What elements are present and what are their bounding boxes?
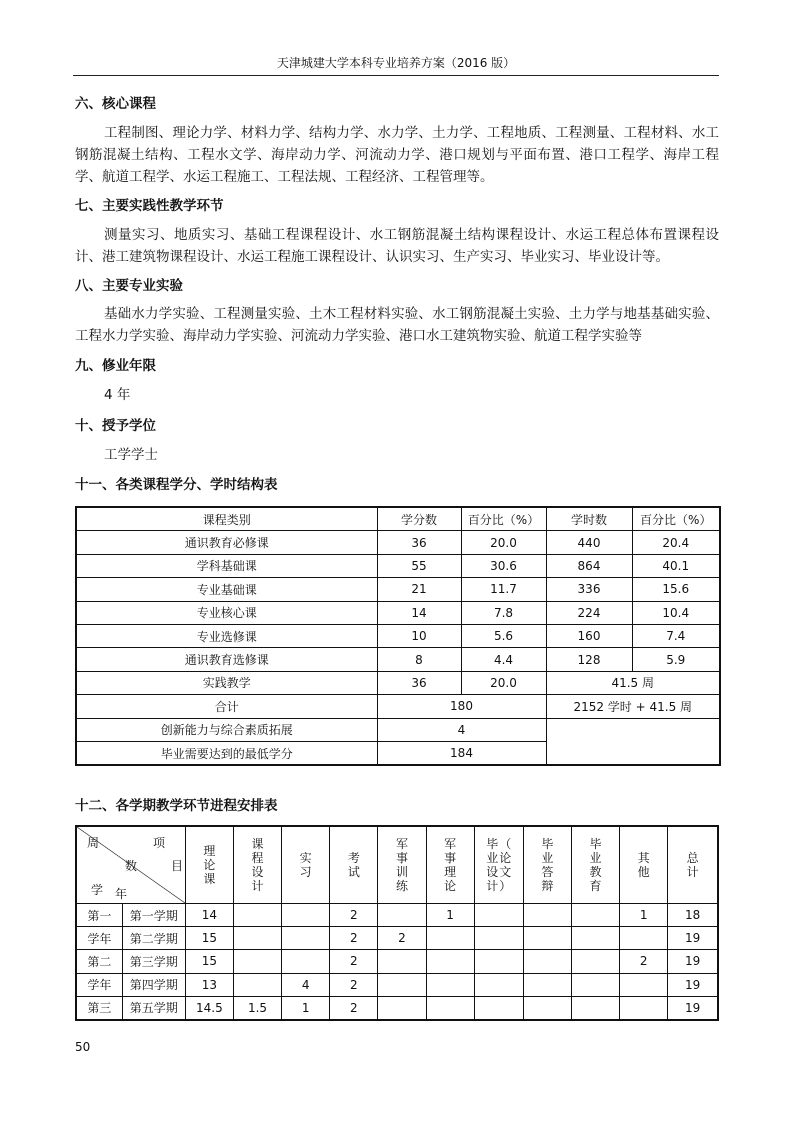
table-row-innovation xyxy=(76,718,720,741)
header-title: 天津城建大学本科专业培养方案（2016 版） xyxy=(276,56,516,70)
table-cell: 专业选修课 xyxy=(76,624,377,647)
year-label-bottom: 学年 xyxy=(76,973,122,996)
table-row xyxy=(76,648,720,671)
header-char: 习 xyxy=(299,865,312,879)
header-char: 毕 xyxy=(589,837,602,851)
table-cell xyxy=(571,904,619,927)
table-cell: 2 xyxy=(330,996,378,1020)
header-char: 练 xyxy=(395,879,408,893)
table-row xyxy=(76,904,718,927)
table-cell: 8 xyxy=(377,648,461,671)
header-char: 事 xyxy=(444,851,457,865)
table-cell: 15 xyxy=(185,950,233,973)
table-row-total xyxy=(76,695,720,718)
header-char: 教 xyxy=(589,865,602,879)
table-row xyxy=(76,973,718,996)
table-cell: 36 xyxy=(377,531,461,554)
table-cell: 36 xyxy=(377,671,461,694)
table-cell xyxy=(523,904,571,927)
table-cell: 15.6 xyxy=(632,578,720,601)
semester-schedule-table xyxy=(75,825,719,1021)
table-cell: 14.5 xyxy=(185,996,233,1020)
table-cell xyxy=(378,950,426,973)
table-row xyxy=(76,927,718,950)
header-char: 文 xyxy=(499,865,512,879)
table-cell: 21 xyxy=(377,578,461,601)
header-char: ） xyxy=(499,879,512,893)
header-char: （ xyxy=(499,837,512,851)
table-cell xyxy=(426,973,474,996)
column-header-theory xyxy=(185,826,233,904)
column-header-military-theory xyxy=(426,826,474,904)
table-cell: 180 xyxy=(377,695,546,718)
table-cell: 5.6 xyxy=(461,624,546,647)
header-char: 业 xyxy=(486,851,499,865)
table-cell: 7.8 xyxy=(461,601,546,624)
corner-label-year: 年 xyxy=(115,887,128,901)
credits-structure-table xyxy=(75,506,721,766)
corner-label-target: 目 xyxy=(171,859,184,873)
table-row-practice xyxy=(76,671,720,694)
table-cell: 184 xyxy=(377,741,546,765)
header-char: 毕 xyxy=(541,837,554,851)
table-cell: 1 xyxy=(620,904,668,927)
table-cell xyxy=(378,904,426,927)
table-cell xyxy=(571,996,619,1020)
table-cell: 5.9 xyxy=(632,648,720,671)
table-row xyxy=(76,578,720,601)
table-cell xyxy=(523,973,571,996)
year-label-top: 第一 xyxy=(76,904,122,927)
table-cell: 15 xyxy=(185,927,233,950)
table-cell: 4 xyxy=(377,718,546,741)
header-char: 实 xyxy=(299,851,312,865)
table-cell: 18 xyxy=(668,904,718,927)
table-cell xyxy=(233,904,281,927)
table-cell: 160 xyxy=(546,624,632,647)
table-cell: 专业核心课 xyxy=(76,601,377,624)
table-cell: 14 xyxy=(185,904,233,927)
table-cell: 20.4 xyxy=(632,531,720,554)
table-cell xyxy=(474,950,523,973)
header-char: 计 xyxy=(686,865,699,879)
column-header: 百分比（%） xyxy=(632,507,720,531)
table-cell xyxy=(426,996,474,1020)
table-cell: 864 xyxy=(546,554,632,577)
table-cell xyxy=(378,996,426,1020)
table-cell: 19 xyxy=(668,927,718,950)
table-cell xyxy=(426,950,474,973)
table-cell xyxy=(620,927,668,950)
table-cell: 14 xyxy=(377,601,461,624)
table-cell xyxy=(282,927,330,950)
table-cell xyxy=(282,950,330,973)
table-cell: 实践教学 xyxy=(76,671,377,694)
table-cell: 20.0 xyxy=(461,671,546,694)
header-char: 总 xyxy=(686,851,699,865)
column-header-course-design xyxy=(233,826,281,904)
header-char: 育 xyxy=(589,879,602,893)
table-cell xyxy=(474,904,523,927)
header-char: 军 xyxy=(444,837,457,851)
header-char: 事 xyxy=(395,851,408,865)
column-header: 学分数 xyxy=(377,507,461,531)
table-cell: 2 xyxy=(620,950,668,973)
corner-label-count: 数 xyxy=(125,859,138,873)
table-cell: 2 xyxy=(330,904,378,927)
column-header-internship xyxy=(282,826,330,904)
table-cell: 通识教育必修课 xyxy=(76,531,377,554)
table-cell xyxy=(426,927,474,950)
table-cell xyxy=(620,973,668,996)
table-cell: 336 xyxy=(546,578,632,601)
term-label: 第五学期 xyxy=(122,996,185,1020)
table-cell xyxy=(233,927,281,950)
core-courses-text: 工程制图、理论力学、材料力学、结构力学、水力学、土力学、工程地质、工程测量、工程材料、水工钢筋混凝土结构、工程水文学、海岸动力学、河流动力学、港口规划与平面布置、港口工程学、海岸工程学、航道工程学、水运工程施工、工程法规、工程经济、工程管理等。 xyxy=(75,125,719,185)
header-char: 其 xyxy=(637,851,650,865)
column-header: 学时数 xyxy=(546,507,632,531)
table-cell: 10 xyxy=(377,624,461,647)
term-label: 第二学期 xyxy=(122,927,185,950)
column-header: 课程类别 xyxy=(76,507,377,531)
page-number: 50 xyxy=(75,1040,91,1054)
header-char: 理 xyxy=(203,844,216,858)
table-cell: 40.1 xyxy=(632,554,720,577)
header-char: 计 xyxy=(251,879,264,893)
header-char: 论 xyxy=(499,851,512,865)
table-cell xyxy=(523,950,571,973)
table-cell: 11.7 xyxy=(461,578,546,601)
table-cell xyxy=(523,927,571,950)
term-label: 第一学期 xyxy=(122,904,185,927)
table-cell: 13 xyxy=(185,973,233,996)
corner-header-cell xyxy=(76,826,185,904)
table-cell: 合计 xyxy=(76,695,377,718)
header-char: 设 xyxy=(486,865,499,879)
column-header-graduation-defense xyxy=(523,826,571,904)
table-cell: 专业基础课 xyxy=(76,578,377,601)
header-char: 他 xyxy=(637,865,650,879)
table-cell xyxy=(233,973,281,996)
header-char: 计 xyxy=(486,879,499,893)
header-col-a xyxy=(486,837,499,893)
table-cell xyxy=(474,996,523,1020)
header-char: 课 xyxy=(251,837,264,851)
header-char: 军 xyxy=(395,837,408,851)
header-char: 训 xyxy=(395,865,408,879)
table-header-row xyxy=(76,826,718,904)
table-cell xyxy=(378,973,426,996)
year-label-bottom: 学年 xyxy=(76,927,122,950)
column-header-graduation-education xyxy=(571,826,619,904)
section-title-practice: 七、主要实践性教学环节 xyxy=(75,198,224,214)
term-label: 第四学期 xyxy=(122,973,185,996)
table-cell: 55 xyxy=(377,554,461,577)
header-char: 业 xyxy=(589,851,602,865)
column-header-total xyxy=(668,826,718,904)
page-header xyxy=(73,55,719,76)
table-cell: 41.5 周 xyxy=(546,671,720,694)
table-row xyxy=(76,601,720,624)
table-cell: 10.4 xyxy=(632,601,720,624)
experiments-text: 基础水力学实验、工程测量实验、土木工程材料实验、水工钢筋混凝土实验、土力学与地基基础实验、工程水力学实验、海岸动力学实验、河流动力学实验、港口水工建筑物实验、航道工程学实验等 xyxy=(75,306,719,344)
table-row xyxy=(76,554,720,577)
section-title-schedule-table: 十二、各学期教学环节进程安排表 xyxy=(75,798,278,814)
table-cell: 2 xyxy=(330,950,378,973)
table-cell: 4 xyxy=(282,973,330,996)
corner-label-item: 项 xyxy=(153,836,166,850)
table-cell xyxy=(571,927,619,950)
practice-text: 测量实习、地质实习、基础工程课程设计、水工钢筋混凝土结构课程设计、水运工程总体布置课程设计、港工建筑物课程设计、水运工程施工课程设计、认识实习、生产实习、毕业实习、毕业设计等。 xyxy=(75,227,719,265)
section-title-degree: 十、授予学位 xyxy=(75,418,156,434)
header-char: 论 xyxy=(203,858,216,872)
table-cell: 128 xyxy=(546,648,632,671)
header-char: 程 xyxy=(251,851,264,865)
table-cell: 19 xyxy=(668,996,718,1020)
table-cell: 学科基础课 xyxy=(76,554,377,577)
column-header-graduation-design xyxy=(474,826,523,904)
table-cell: 224 xyxy=(546,601,632,624)
table-cell: 2152 学时 + 41.5 周 xyxy=(546,695,720,718)
empty-cell xyxy=(546,718,720,765)
column-header-other xyxy=(620,826,668,904)
column-header-exam xyxy=(330,826,378,904)
table-cell: 30.6 xyxy=(461,554,546,577)
corner-label-study: 学 xyxy=(91,883,104,897)
header-char: 课 xyxy=(203,872,216,886)
table-cell: 19 xyxy=(668,973,718,996)
column-header: 百分比（%） xyxy=(461,507,546,531)
year-label-top: 第二 xyxy=(76,950,122,973)
header-char: 辩 xyxy=(541,879,554,893)
table-cell: 1.5 xyxy=(233,996,281,1020)
corner-label-week: 周 xyxy=(87,836,100,850)
table-cell: 2 xyxy=(330,927,378,950)
table-cell xyxy=(523,996,571,1020)
table-row xyxy=(76,531,720,554)
year-label-top: 第三 xyxy=(76,996,122,1020)
term-label: 第三学期 xyxy=(122,950,185,973)
table-cell xyxy=(620,996,668,1020)
table-cell: 19 xyxy=(668,950,718,973)
degree-value: 工学学士 xyxy=(104,447,158,463)
duration-value: 4 年 xyxy=(104,387,131,403)
header-char: 业 xyxy=(541,851,554,865)
header-char: 试 xyxy=(347,865,360,879)
table-cell: 4.4 xyxy=(461,648,546,671)
table-cell xyxy=(233,950,281,973)
section-title-credits-table: 十一、各类课程学分、学时结构表 xyxy=(75,477,278,493)
header-char: 设 xyxy=(251,865,264,879)
table-cell: 毕业需要达到的最低学分 xyxy=(76,741,377,765)
header-char: 毕 xyxy=(486,837,499,851)
table-row xyxy=(76,996,718,1020)
header-col-b xyxy=(499,837,512,893)
table-cell xyxy=(282,904,330,927)
section-title-experiments: 八、主要专业实验 xyxy=(75,278,183,294)
section-title-duration: 九、修业年限 xyxy=(75,358,156,374)
table-cell: 创新能力与综合素质拓展 xyxy=(76,718,377,741)
table-cell: 7.4 xyxy=(632,624,720,647)
table-cell: 通识教育选修课 xyxy=(76,648,377,671)
column-header-military-training xyxy=(378,826,426,904)
table-cell: 1 xyxy=(426,904,474,927)
table-cell xyxy=(474,927,523,950)
table-cell: 440 xyxy=(546,531,632,554)
header-char: 论 xyxy=(444,879,457,893)
table-cell: 20.0 xyxy=(461,531,546,554)
section-title-core-courses: 六、核心课程 xyxy=(75,96,156,112)
header-char: 答 xyxy=(541,865,554,879)
table-cell: 1 xyxy=(282,996,330,1020)
header-char: 考 xyxy=(347,851,360,865)
table-cell xyxy=(474,973,523,996)
header-char: 理 xyxy=(444,865,457,879)
table-row xyxy=(76,950,718,973)
table-cell xyxy=(571,973,619,996)
table-cell xyxy=(571,950,619,973)
table-row xyxy=(76,624,720,647)
table-cell: 2 xyxy=(330,973,378,996)
table-header-row xyxy=(76,507,720,531)
table-cell: 2 xyxy=(378,927,426,950)
